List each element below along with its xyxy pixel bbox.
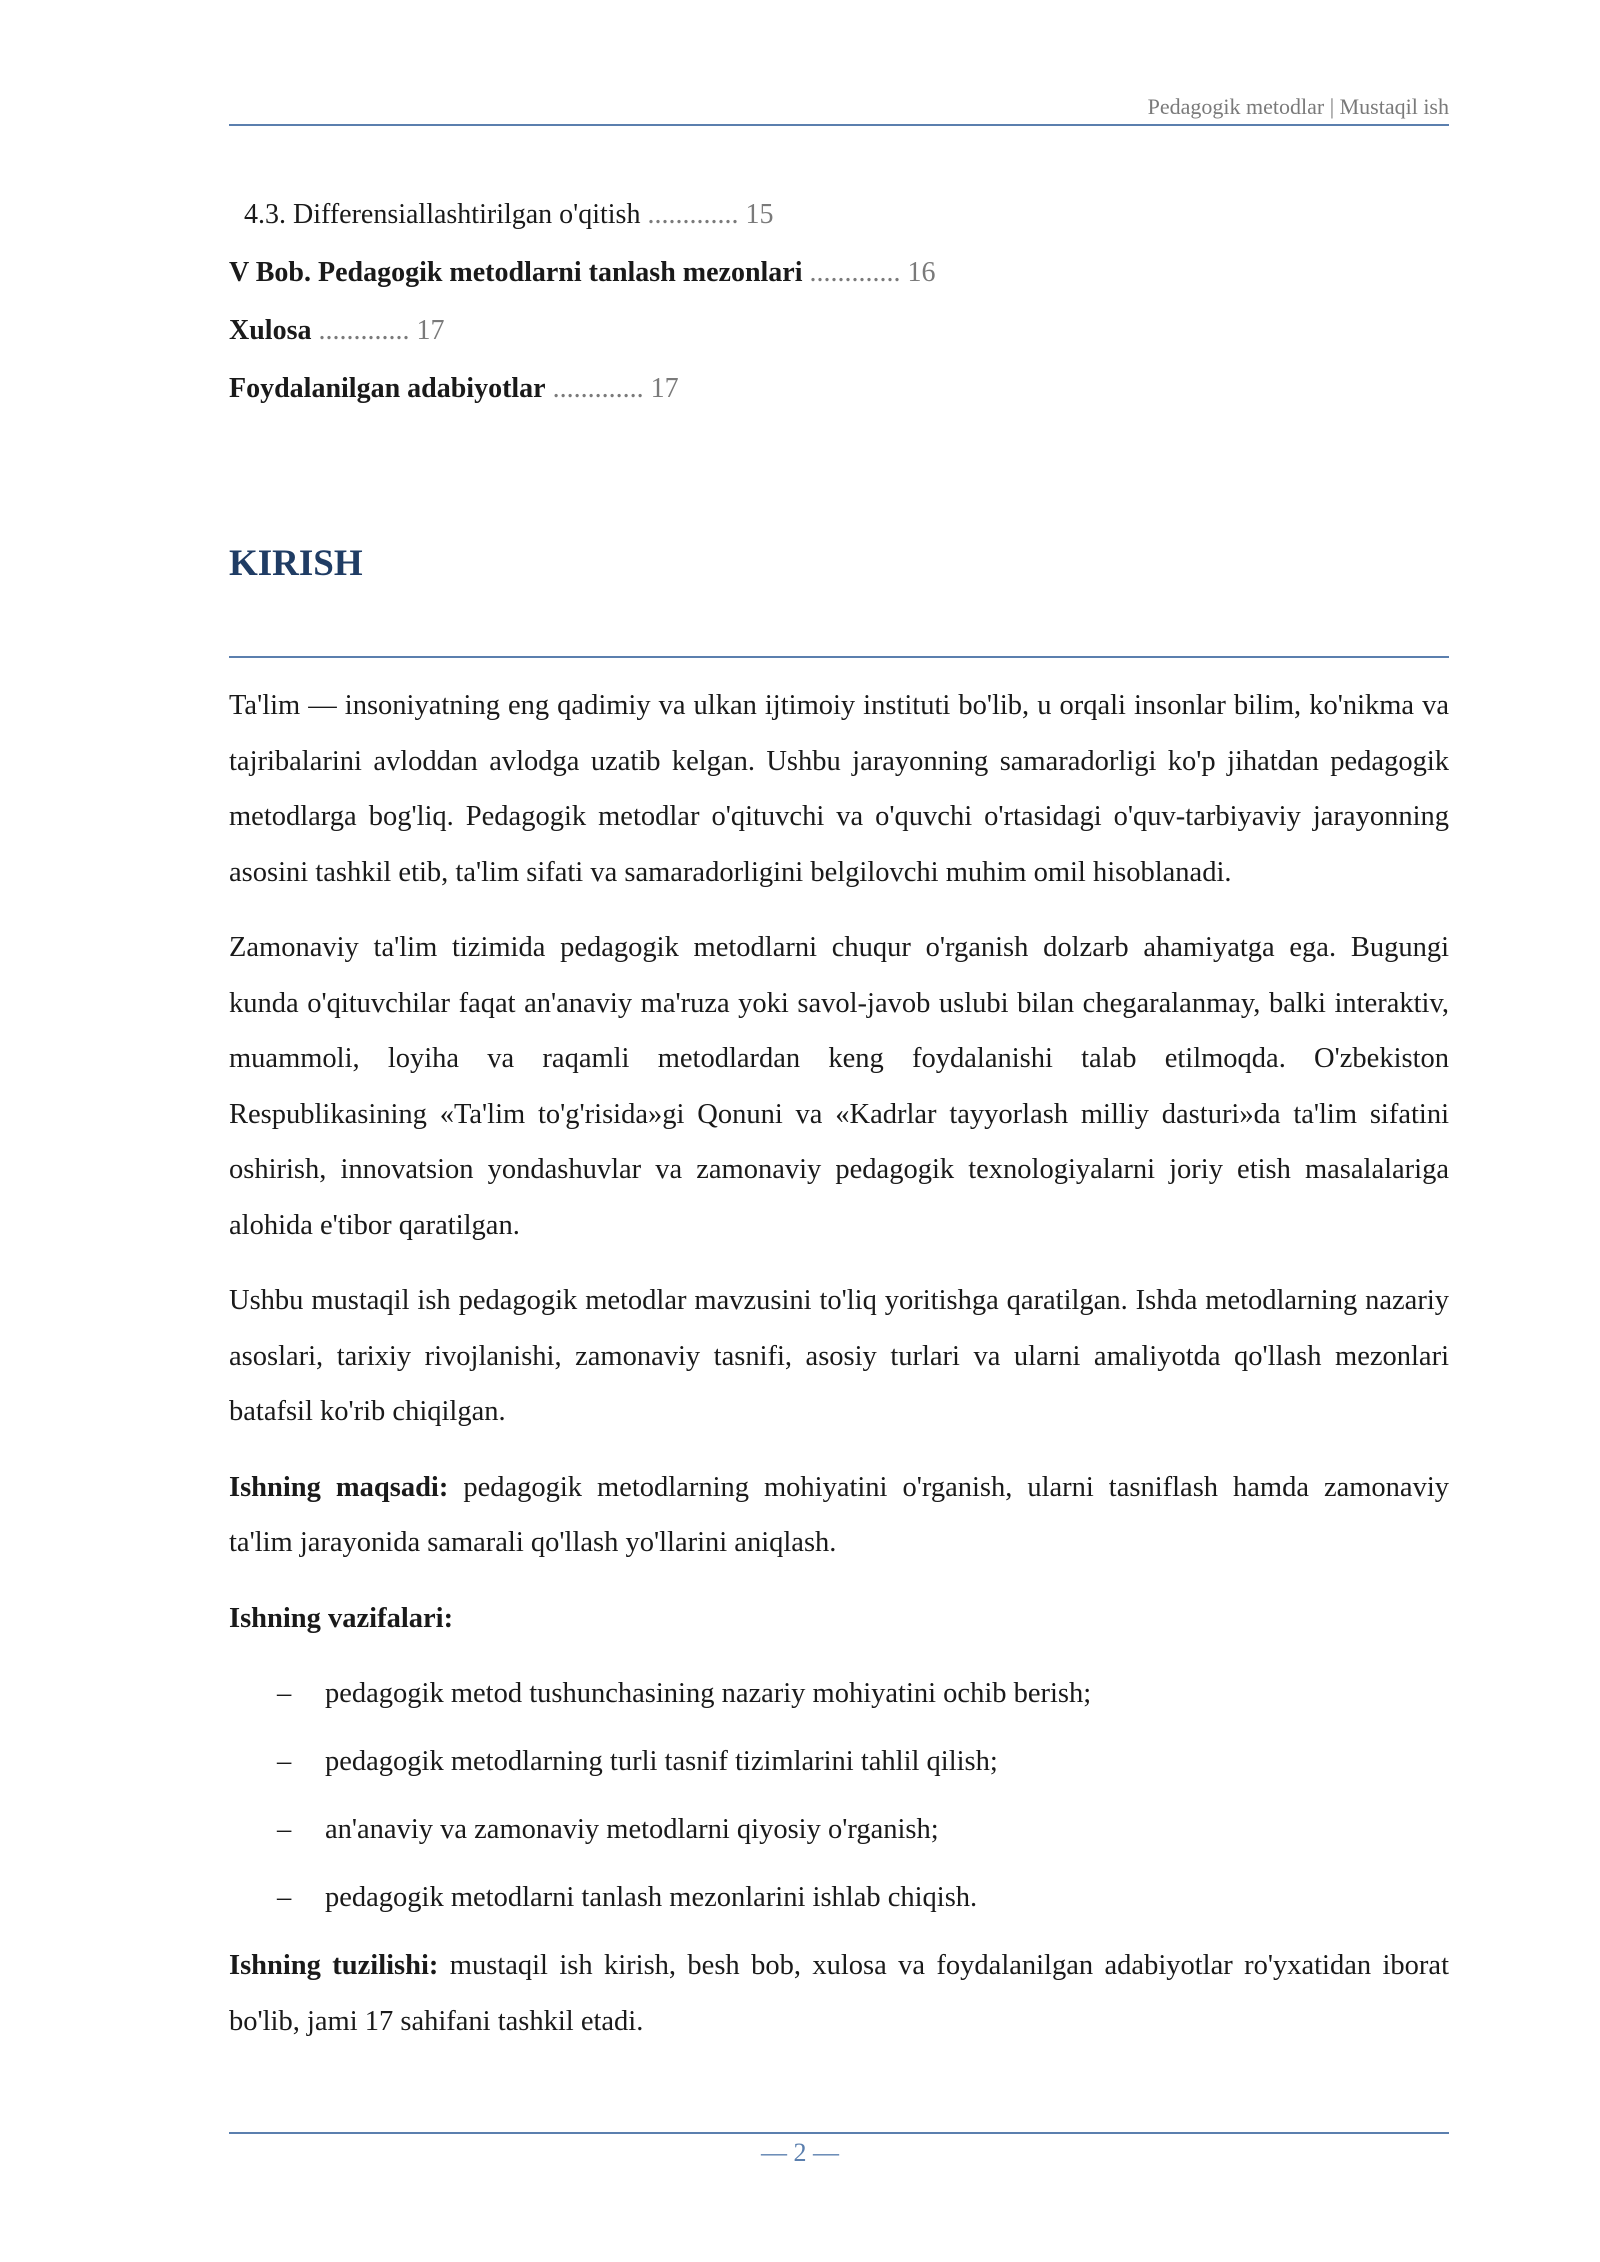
list-item	[229, 1870, 1449, 1926]
structure-paragraph	[229, 1938, 1449, 2049]
section-heading: KIRISH	[229, 543, 363, 584]
page-number: — 2 —	[761, 2138, 839, 2167]
paragraph: Ta'lim — insoniyatning eng qadimiy va ulkan ijtimoiy instituti bo'lib, u orqali insonlar bilim, ko'nikma va tajribalarini avloddan avlodga uzatib kelgan. Ushbu jarayonning samaradorligi ko'p jihatdan pedagogik metodlarga bog'liq. Pedagogik metodlar o'qituvchi va o'quvchi o'rtasidagi o'quv-tarbiyaviy jarayonning asosini tashkil etib, ta'lim sifati va samaradorligini belgilovchi muhim omil hisoblanadi.	[229, 690, 1449, 888]
list-item-text: pedagogik metod tushunchasining nazariy mohiyatini ochib berish;	[325, 1678, 1092, 1709]
list-dash: –	[277, 1678, 292, 1709]
goal-paragraph	[229, 1460, 1449, 1571]
goal-text: pedagogik metodlarning mohiyatini o'rganish, ularni tasniflash hamda zamonaviy ta'lim jarayonida samarali qo'llash yo'llarini aniqlash.	[229, 1471, 1450, 1558]
structure-text: mustaqil ish kirish, besh bob, xulosa va foydalanilgan adabiyotlar ro'yxatidan iborat bo'lib, jami 17 sahifani tashkil etadi.	[229, 1950, 1449, 2037]
paragraph: Zamonaviy ta'lim tizimida pedagogik metodlarni chuqur o'rganish dolzarb ahamiyatga ega. Bugungi kunda o'qituvchilar faqat an'anaviy ma'ruza yoki savol-javob uslubi bilan chegaralanmay, balki interaktiv, muammoli, loyiha va raqamli metodlardan keng foydalanishi talab etilmoqda. O'zbekiston Respublikasining «Ta'lim to'g'risida»gi Qonuni va «Kadrlar tayyorlash milliy dasturi»da ta'lim sifatini oshirish, innovatsion yondashuvlar va zamonaviy pedagogik texnologiyalarni joriy etish masalalariga alohida e'tibor qaratilgan.	[229, 932, 1449, 1241]
goal-label: Ishning maqsadi:	[229, 1471, 449, 1503]
toc-entry-title: Foydalanilgan adabiyotlar	[229, 373, 546, 404]
toc-leader-dots: .............	[809, 257, 901, 288]
toc-leader-dots: .............	[552, 373, 644, 404]
list-item-text: pedagogik metodlarning turli tasnif tizimlarini tahlil qilish;	[325, 1746, 998, 1777]
paragraph: Ushbu mustaqil ish pedagogik metodlar mavzusini to'liq yoritishga qaratilgan. Ishda metodlarning nazariy asoslari, tarixiy rivojlanishi, zamonaviy tasnifi, asosiy turlari va ularni amaliyotda qo'llash mezonlari batafsil ko'rib chiqilgan.	[229, 1285, 1449, 1427]
structure-label: Ishning tuzilishi:	[229, 1950, 439, 1981]
heading-rule	[229, 656, 1449, 658]
toc-entry-title: V Bob. Pedagogik metodlarni tanlash mezonlari	[229, 257, 803, 288]
toc-page-number: 17	[650, 373, 679, 404]
list-dash: –	[277, 1814, 292, 1845]
list-dash: –	[277, 1882, 292, 1913]
toc-entry-title: Xulosa	[229, 315, 312, 346]
toc-page-number: 16	[907, 257, 936, 288]
footer-rule	[229, 2132, 1449, 2134]
list-dash: –	[277, 1746, 292, 1777]
toc-entry[interactable]	[229, 302, 1449, 360]
table-of-contents	[229, 186, 1449, 418]
toc-entry[interactable]	[229, 360, 1449, 418]
list-item-text: an'anaviy va zamonaviy metodlarni qiyosiy o'rganish;	[325, 1814, 939, 1845]
toc-entry[interactable]	[229, 186, 1449, 244]
list-item-text: pedagogik metodlarni tanlash mezonlarini ishlab chiqish.	[325, 1882, 978, 1913]
list-item	[229, 1802, 1449, 1858]
toc-page-number: 15	[745, 199, 774, 230]
toc-leader-dots: .............	[318, 315, 410, 346]
tasks-label: Ishning vazifalari:	[229, 1602, 454, 1634]
body-text	[229, 678, 1449, 2069]
toc-entry[interactable]	[229, 244, 1449, 302]
toc-entry-title: 4.3. Differensiallashtirilgan o'qitish	[244, 199, 641, 230]
list-item	[229, 1734, 1449, 1790]
running-header: Pedagogik metodlar | Mustaqil ish	[1147, 94, 1449, 119]
toc-leader-dots: .............	[647, 199, 739, 230]
header-rule	[229, 124, 1449, 126]
tasks-list	[229, 1666, 1449, 1926]
list-item	[229, 1666, 1449, 1722]
toc-page-number: 17	[416, 315, 445, 346]
tasks-heading	[229, 1591, 1449, 1647]
